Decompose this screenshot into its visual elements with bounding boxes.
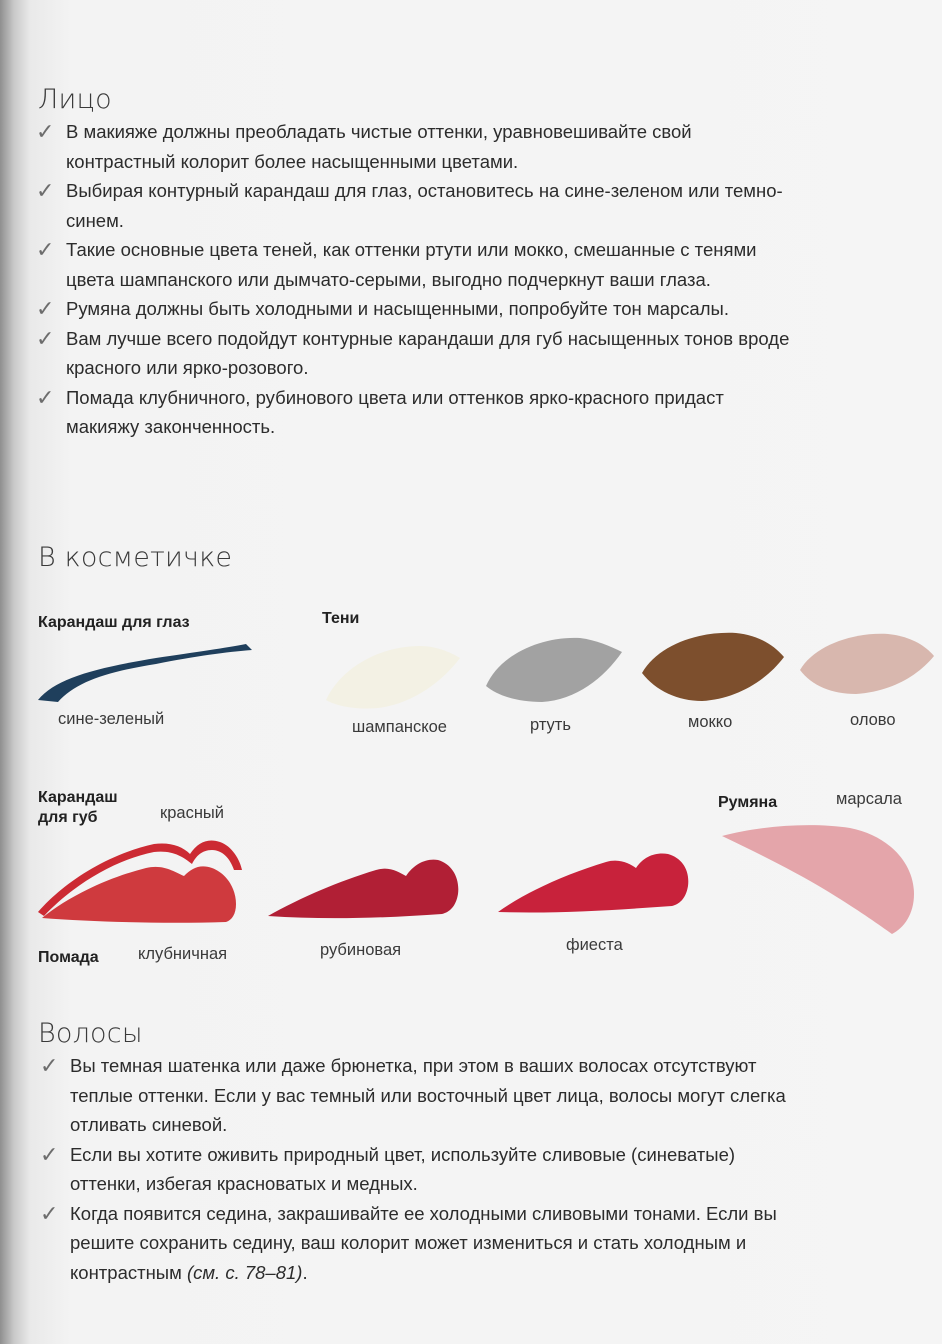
checkmark-icon: ✓ (36, 178, 55, 203)
list-item: ✓ Если вы хотите оживить природный цвет, используйте сливовые (синеватые) оттенки, избегая красноватых и медных. (40, 1141, 736, 1194)
shadow-swatch-mocha (640, 631, 790, 703)
lip-pencil-and-lipstick-swatch (36, 834, 246, 924)
lipstick-label: рубиновая (320, 941, 402, 959)
lipstick-swatch-fiesta (496, 850, 696, 916)
shadow-label: ртуть (530, 716, 571, 734)
shadow-label: шампанское (352, 718, 447, 736)
list-item: ✓ Помада клубничного, рубинового цвета или оттенков ярко-красного придаст макияжу законченность. (36, 384, 724, 437)
hair-last-item-text: Когда появится седина, закрашивайте ее холодными сливовыми тонами. Если вы решите сохранить седину, ваш колорит может измениться и стать холодным и контрастным (70, 1202, 777, 1283)
shadows-category: Тени (322, 610, 360, 627)
blush-shade-label: марсала (836, 790, 902, 808)
lipstick-label: фиеста (566, 936, 623, 954)
list-item: ✓ Румяна должны быть холодными и насыщенными, попробуйте тон марсалы. (36, 294, 796, 324)
checkmark-icon: ✓ (36, 296, 55, 321)
lipstick-label: клубничная (138, 945, 228, 963)
checkmark-icon: ✓ (40, 1200, 59, 1226)
checkmark-icon: ✓ (36, 325, 55, 351)
list-item: ✓ Вы темная шатенка или даже брюнетка, при этом в ваших волосах отсутствуют теплые оттенки. Если у вас темный или восточный цвет лица, волосы могут слегка отливать синевой. (40, 1053, 786, 1135)
face-heading: Лицо (38, 84, 112, 115)
checkmark-icon: ✓ (36, 237, 55, 262)
checkmark-icon: ✓ (36, 119, 55, 144)
eye-pencil-swatch (36, 642, 256, 702)
shadow-swatch-pewter (798, 630, 938, 696)
hair-heading: Волосы (38, 1018, 143, 1049)
blush-category: Румяна (718, 794, 778, 811)
lip-pencil-shade-label: красный (160, 804, 225, 822)
list-item: ✓ Вам лучше всего подойдут контурные карандаши для губ насыщенных тонов вроде красного или ярко-розового. (36, 325, 790, 378)
list-item (40, 1199, 800, 1288)
eye-pencil-stroke (38, 644, 252, 702)
hair-tips-list (40, 1051, 800, 1287)
shadow-swatch-mercury (484, 632, 624, 704)
checkmark-icon: ✓ (40, 1141, 59, 1167)
shadow-label: олово (850, 711, 896, 729)
blush-swatch (720, 818, 916, 936)
eye-pencil-shade-label: сине-зеленый (58, 710, 165, 728)
list-item: ✓ В макияже должны преобладать чистые оттенки, уравновешивайте свой контрастный колорит более насыщенными цветами. (36, 119, 692, 172)
checkmark-icon: ✓ (36, 384, 55, 410)
lipstick-fill (42, 866, 236, 922)
shadow-swatch-champagne (322, 642, 462, 712)
kit-heading: В косметичке (38, 542, 233, 573)
lip-pencil-category (38, 788, 118, 828)
list-item: ✓ Такие основные цвета теней, как оттенки ртути или мокко, смешанные с тенями цвета шампанского или дымчато-серыми, выгодно подчеркнут ваши глаза. (36, 237, 757, 290)
page-reference: (см. с. 78–81) (186, 1261, 303, 1283)
face-tips-list (36, 117, 796, 442)
lipstick-swatch-ruby (266, 854, 466, 924)
list-item: ✓ Выбирая контурный карандаш для глаз, остановитесь на сине-зеленом или темно-синем. (36, 178, 783, 231)
checkmark-icon: ✓ (40, 1053, 59, 1078)
lip-pencil-category-line1: Карандаш (38, 789, 118, 806)
hair-last-item-end: . (302, 1261, 308, 1283)
lip-pencil-category-line2: для губ (38, 809, 98, 826)
lipstick-category: Помада (38, 949, 99, 966)
shadow-label: мокко (688, 713, 733, 731)
eye-pencil-category: Карандаш для глаз (38, 614, 190, 631)
